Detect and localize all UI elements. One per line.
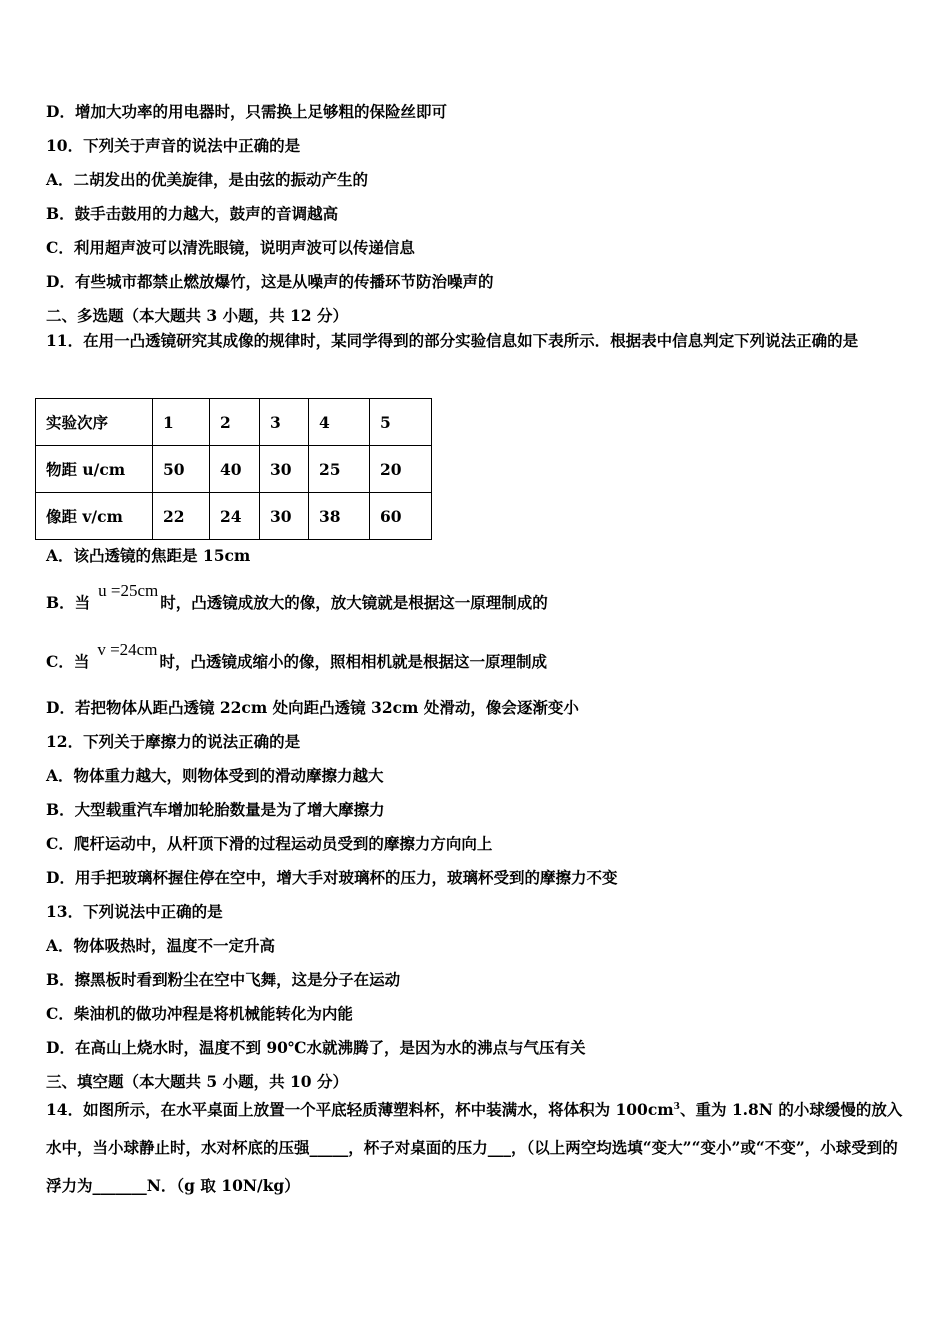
table-cell: 4: [309, 399, 370, 446]
question-14-text-b: 、重为 1.8N 的小球缓慢的放入水中，当小球静止时，水对杯底的压强_____，杯子对桌面的压力___，（以上两空均选填“变大”“变小”或“不变”，小球受到的浮力为_______N．（g 取 10N/kg）: [46, 1100, 903, 1196]
table-cell: 38: [309, 493, 370, 540]
option-10c: C．利用超声波可以清洗眼镜，说明声波可以传递信息: [46, 238, 415, 257]
table-cell: 50: [153, 446, 210, 493]
option-11b-prefix: B．当: [46, 593, 91, 612]
option-11c-text: 时，凸透镜成缩小的像，照相相机就是根据这一原理制成: [159, 652, 547, 671]
option-13d: D．在高山上烧水时，温度不到 90℃水就沸腾了，是因为水的沸点与气压有关: [46, 1038, 586, 1057]
option-12b: B．大型载重汽车增加轮胎数量是为了增大摩擦力: [46, 800, 385, 819]
section-3-heading: 三、填空题（本大题共 5 小题，共 10 分）: [46, 1072, 348, 1091]
option-10b: B．鼓手击鼓用的力越大，鼓声的音调越高: [46, 204, 339, 223]
question-10: 10．下列关于声音的说法中正确的是: [46, 136, 301, 155]
table-row: [36, 399, 432, 446]
question-14: [46, 1088, 906, 1205]
option-12c: C．爬杆运动中，从杆顶下滑的过程运动员受到的摩擦力方向向上: [46, 834, 493, 853]
experiment-table: [35, 398, 432, 540]
option-11c-prefix: C．当: [46, 652, 90, 671]
table-cell: 22: [153, 493, 210, 540]
table-cell: 30: [260, 493, 309, 540]
formula-v: v =24cm: [97, 640, 158, 659]
table-cell: 像距 v/cm: [36, 493, 153, 540]
question-13: 13．下列说法中正确的是: [46, 902, 223, 921]
option-11b-text: 时，凸透镜成放大的像，放大镜就是根据这一原理制成的: [160, 593, 548, 612]
section-2-heading: 二、多选题（本大题共 3 小题，共 12 分）: [46, 306, 348, 325]
option-10a: A．二胡发出的优美旋律，是由弦的振动产生的: [46, 170, 369, 189]
table-row: [36, 493, 432, 540]
option-10d: D．有些城市都禁止燃放爆竹，这是从噪声的传播环节防治噪声的: [46, 272, 494, 291]
option-13c: C．柴油机的做功冲程是将机械能转化为内能: [46, 1004, 353, 1023]
table-cell: 30: [260, 446, 309, 493]
option-11d: D．若把物体从距凸透镜 22cm 处向距凸透镜 32cm 处滑动，像会逐渐变小: [46, 698, 579, 717]
table-cell: 20: [370, 446, 432, 493]
table-cell: 25: [309, 446, 370, 493]
table-cell: 实验次序: [36, 399, 153, 446]
superscript: 3: [673, 1102, 680, 1112]
table-cell: 60: [370, 493, 432, 540]
option-13a: A．物体吸热时，温度不一定升高: [46, 936, 276, 955]
table-cell: 物距 u/cm: [36, 446, 153, 493]
table-cell: 40: [210, 446, 260, 493]
option-13b: B．擦黑板时看到粉尘在空中飞舞，这是分子在运动: [46, 970, 401, 989]
table-row: [36, 446, 432, 493]
formula-u: u =25cm: [98, 581, 159, 600]
table-cell: 5: [370, 399, 432, 446]
table-cell: 3: [260, 399, 309, 446]
question-11: 11．在用一凸透镜研究其成像的规律时，某同学得到的部分实验信息如下表所示．根据表中信息判定下列说法正确的是: [46, 331, 859, 350]
question-12: 12．下列关于摩擦力的说法正确的是: [46, 732, 301, 751]
option-11a: A．该凸透镜的焦距是 15cm: [46, 546, 251, 565]
table-cell: 1: [153, 399, 210, 446]
option-12d: D．用手把玻璃杯握住停在空中，增大手对玻璃杯的压力，玻璃杯受到的摩擦力不变: [46, 868, 618, 887]
option-9d: D．增加大功率的用电器时，只需换上足够粗的保险丝即可: [46, 102, 447, 121]
table-cell: 2: [210, 399, 260, 446]
option-11c: [46, 640, 547, 672]
option-11b: [46, 581, 548, 613]
option-12a: A．物体重力越大，则物体受到的滑动摩擦力越大: [46, 766, 384, 785]
table-cell: 24: [210, 493, 260, 540]
question-14-text-a: 14．如图所示，在水平桌面上放置一个平底轻质薄塑料杯，杯中装满水，将体积为 100cm: [46, 1100, 674, 1120]
